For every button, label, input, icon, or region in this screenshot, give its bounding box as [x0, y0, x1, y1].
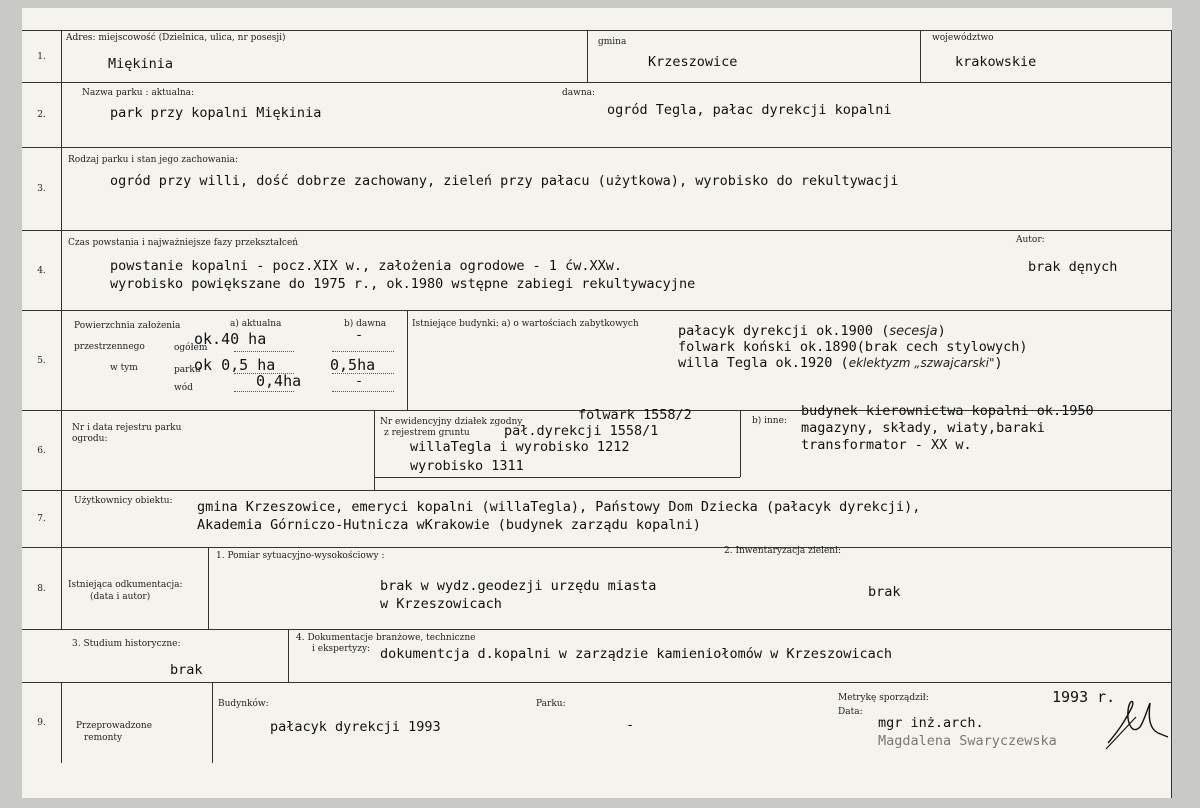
park-name-label: Nazwa parku : aktualna: [82, 88, 195, 98]
former-name-value: ogród Tegla, pałac dyrekcji kopalni [607, 102, 892, 118]
row-number: 3. [22, 148, 62, 230]
park-type-value: ogród przy willi, dość dobrze zachowany, zieleń przy pałacu (użytkowa), wyrobisko do rekultywacji [110, 173, 899, 189]
tech-docs-value: dokumentcja d.kopalni w zarządzie kamieniołomów w Krzeszowicach [380, 646, 893, 662]
building-3-style: eklektyzm „szwajcarski" [848, 356, 995, 370]
row-park-type [22, 147, 1172, 230]
date-value: 1993 r. [1052, 688, 1116, 706]
park-type-label: Rodzaj parku i stan jego zachowania: [68, 155, 238, 165]
author-value: brak dęnych [1028, 259, 1118, 275]
plots-label: Nr ewidencyjny działek zgodny [380, 417, 523, 427]
area-park-former: 0,5ha [330, 356, 376, 374]
other-buildings-label: b) inne: [752, 416, 787, 426]
plot-1: folwark 1558/2 [578, 407, 692, 423]
area-total-current: ok.40 ha [194, 330, 267, 348]
other-building-2: magazyny, składy, wiaty,baraki [801, 420, 1045, 436]
building-2: folwark koński ok.1890(brak cech stylowych) [678, 339, 1028, 355]
row-number: 5. [22, 311, 62, 410]
gmina-value: Krzeszowice [648, 54, 738, 70]
row-park-name [22, 82, 1172, 147]
users-line-1: gmina Krzeszowice, emeryci kopalni (willaTegla), Państowy Dom Dziecka (pałacyk dyrekcji), [197, 499, 921, 515]
tech-docs-label: 4. Dokumentacje branżowe, techniczne [296, 633, 476, 643]
area-total-former: - [355, 327, 364, 343]
buildings-label: Istniejące budynki: a) o wartościach zabytkowych [412, 319, 639, 329]
address-value: Miękinia [108, 56, 174, 72]
author-name: Magdalena Swaryczewska [878, 733, 1057, 749]
documentation-label-2: (data i autor) [90, 592, 151, 602]
former-name-label: dawna: [562, 88, 596, 98]
historical-study-label: 3. Studium historyczne: [72, 639, 181, 649]
registry-label: Nr i data rejestru parku [72, 423, 182, 433]
date-label: Data: [838, 707, 863, 717]
history-line-2: wyrobisko powiększane do 1975 r., ok.1980 wstępne zabiegi rekultywacyjne [110, 276, 696, 292]
row-documentation [22, 547, 1172, 629]
voivodeship-label: województwo [932, 33, 994, 43]
buildings-renov-value: pałacyk dyrekcji 1993 [270, 719, 441, 735]
plot-2: pał.dyrekcji 1558/1 [504, 423, 659, 439]
area-park-current: ok 0,5 ha [194, 356, 276, 374]
record-card [22, 8, 1172, 798]
card-author-label: Metrykę sporządził: [838, 693, 929, 703]
survey-line-1: brak w wydz.geodezji urzędu miasta [380, 578, 657, 594]
row-number: 8. [22, 548, 62, 629]
area-space-label: przestrzennego [74, 342, 145, 352]
area-former-label: b) dawna [344, 319, 387, 329]
row-users [22, 490, 1172, 547]
signature-icon [1102, 689, 1172, 753]
author-title: mgr inż.arch. [878, 715, 984, 731]
row-number: 4. [22, 231, 62, 310]
area-intym-label: w tym [110, 363, 138, 373]
park-name-value: park przy kopalni Miękinia [110, 105, 322, 121]
row-number: 6. [22, 411, 62, 490]
greenery-label: 2. Inwentaryzacja zieleni: [724, 546, 842, 556]
row-area-buildings [22, 310, 1172, 410]
area-current-label: a) aktualna [230, 319, 282, 329]
renovations-label-2: remonty [84, 733, 123, 743]
building-3: willa Tegla ok.1920 (eklektyzm „szwajcarski") [678, 355, 1003, 371]
area-water-former: - [355, 373, 364, 389]
row-address [22, 30, 1172, 82]
renovations-label: Przeprowadzone [76, 721, 153, 731]
buildings-renov-label: Budynków: [218, 699, 269, 709]
park-renov-value: - [626, 717, 635, 733]
plot-4: wyrobisko 1311 [410, 458, 524, 474]
area-water-current: 0,4ha [256, 372, 302, 390]
row-number: 9. [22, 683, 62, 763]
row-number: 7. [22, 491, 62, 547]
row-registry [22, 403, 1172, 490]
building-1: pałacyk dyrekcji ok.1900 (secesja) [678, 323, 946, 339]
area-water-label: wód [174, 383, 193, 393]
survey-line-2: w Krzeszowicach [380, 596, 502, 612]
plot-3: willaTegla i wyrobisko 1212 [410, 439, 630, 455]
users-line-2: Akademia Górniczo-Hutnicza wKrakowie (budynek zarządu kopalni) [197, 517, 701, 533]
park-renov-label: Parku: [536, 699, 566, 709]
area-park-label: parku [174, 365, 201, 375]
plots-label-2: z rejestrem gruntu [384, 428, 470, 438]
users-label: Użytkownicy obiektu: [74, 496, 173, 506]
building-1-style: secesja [889, 324, 938, 339]
tech-docs-label-2: i ekspertyzy: [312, 644, 371, 654]
gmina-label: gmina [598, 37, 627, 47]
row-renovations [22, 682, 1172, 798]
row-number: 2. [22, 83, 62, 147]
history-label: Czas powstania i najważniejsze fazy przekształceń [68, 238, 299, 248]
other-building-1: budynek kierownictwa kopalni ok.1950 [801, 403, 1094, 419]
author-label: Autor: [1016, 235, 1045, 245]
greenery-value: brak [868, 584, 901, 600]
row-number: 1. [22, 31, 62, 82]
row-history [22, 230, 1172, 310]
historical-study-value: brak [170, 662, 203, 678]
address-label: Adres: miejscowość (Dzielnica, ulica, nr posesji) [66, 33, 286, 43]
registry-label-2: ogrodu: [72, 434, 108, 444]
survey-label: 1. Pomiar sytuacyjno-wysokościowy : [216, 551, 385, 561]
area-label: Powierzchnia założenia [74, 321, 181, 331]
documentation-label: Istniejąca odkumentacja: [68, 580, 183, 590]
history-line-1: powstanie kopalni - pocz.XIX w., założenia ogrodowe - 1 ćw.XXw. [110, 258, 623, 274]
area-total-label: ogółem [174, 343, 208, 353]
voivodeship-value: krakowskie [955, 54, 1037, 70]
other-building-3: transformator - XX w. [801, 437, 972, 453]
row-studies [22, 629, 1172, 682]
